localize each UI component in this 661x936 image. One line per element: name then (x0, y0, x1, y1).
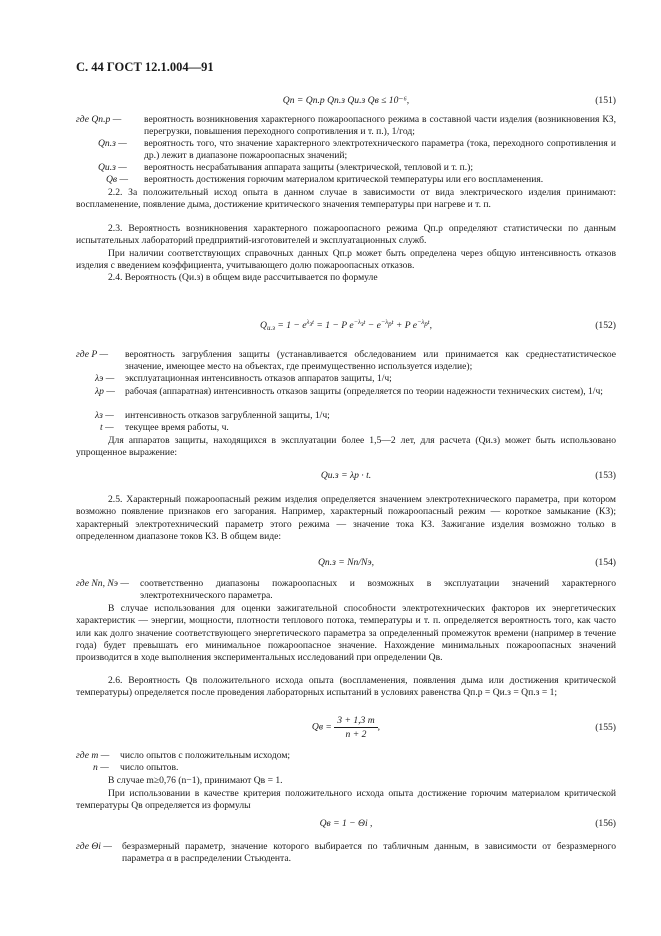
paragraph-2-6: 2.6. Вероятность Qв положительного исхода опыта (воспламенения, появления дыма или достижения критической температуры) определяется после проведения лабораторных испытаний в условиях равенства Qп.р = Qи.з = Qп.з = 1; (76, 675, 616, 699)
paragraph-ignition: В случае использования для оценки зажигательной способности электротехнических факторов их энергетических характеристик — энергии, мощности, плотности теплового потока, температуры и т. п. определяется вероятность того, как часто или как долго значение соответствующего энергетического параметра за определенный промежуток времени (например в течение года) будет превышать его минимальное пожароопасное значение. Нахождение минимальных пожароопасных значений производится в ходе выполнения экспериментальных исследований при определении Qв. (76, 603, 616, 664)
definition-n: n — число опытов. (93, 762, 179, 773)
equation-155-fraction: $\frac{3 + 1,3 m}{n + 2}$ (334, 714, 377, 741)
paragraph-2-5: 2.5. Характерный пожароопасный режим изделия определяется значением электротехнического параметра, при котором возможно появление признаков его загорания. Например, характерный пожароопасный режим — короткое замыкание (КЗ); характерный электротехнический параметр этого режима — значение тока КЗ. Зажигание изделия возможно только в определенном диапазоне токов КЗ. В общем виде: (76, 494, 616, 542)
definition-qpz: Qп.з — вероятность того, что значение характерного электротехнического параметра (тока, переходного сопротивления и др.) лежит в диапазоне пожароопасных значений; (98, 138, 616, 162)
paragraph-criterion: При использовании в качестве критерия положительного исхода опыта достижение горючим материалом критической температуры Qв определяется из формулы (76, 788, 616, 812)
paragraph-simplified: Для аппаратов защиты, находящихся в эксплуатации более 1,5—2 лет, для расчета (Qи.з) может быть использовано упрощенное выражение: (76, 435, 616, 459)
equation-155 (76, 714, 616, 744)
equation-151 (76, 95, 616, 109)
paragraph-2-2: 2.2. За положительный исход опыта в данном случае в зависимости от вида электрического изделия принимают: воспламенение, появление дыма, достижение критического значения температуры при нагреве и т. п. (76, 187, 616, 211)
equation-156-formula: Qв = 1 − Θi , (319, 818, 373, 829)
equation-151-number: (151) (595, 95, 616, 106)
paragraph-2-3-b: При наличии соответствующих справочных данных Qп.р может быть определена через общую интенсивность отказов изделия с введением коэффициента, учитывающего долю пожароопасных отказов. (76, 248, 616, 272)
definition-m: где m — число опытов с положительным исходом; (76, 750, 291, 761)
equation-153 (76, 470, 616, 484)
equation-156-number: (156) (595, 818, 616, 829)
definition-lambda-z: λз — интенсивность отказов загрубленной защиты, 1/ч; (95, 410, 330, 421)
definition-lambda-r: λр — рабочая (аппаратная) интенсивность отказов защиты (определяется по теории надежности технических систем), 1/ч; (95, 386, 603, 397)
definition-t: t — текущее время работы, ч. (100, 422, 229, 433)
equation-155-number: (155) (595, 722, 616, 733)
equation-155-formula: Qв = $\frac{3 + 1,3 m}{n + 2}$ , (311, 715, 381, 740)
equation-152-number: (152) (595, 320, 616, 331)
definition-p: где P — вероятность загрубления защиты (устанавливается обследованием или принимается как среднестатистическое значение, имеющее место на объектах, где преимущественно используется изделие); (76, 349, 616, 373)
equation-153-number: (153) (595, 470, 616, 481)
definition-qiz: Qи.з — вероятность несрабатывания аппарата защиты (электрической, тепловой и т. п.); (98, 162, 473, 173)
equation-154 (76, 557, 616, 571)
paragraph-case: В случае m≥0,76 (n−1), принимают Qв = 1. (108, 775, 283, 786)
equation-156 (76, 818, 616, 832)
paragraph-2-4: 2.4. Вероятность (Qи.з) в общем виде рассчитывается по формуле (108, 272, 378, 283)
paragraph-2-3: 2.3. Вероятность возникновения характерного пожароопасного режима Qп.р определяют статистически по данным испытательных лабораторий предприятий-изготовителей и эксплуатационных служб. (76, 223, 616, 247)
equation-152-formula: $Q_{и.з} = 1 - e^{\lambda_зt} = 1 - P$ $e^{-\lambda_зt} - e^{-\lambda_рt} + P$ $e^{-\lambda_рt}$, (260, 319, 432, 332)
equation-153-formula: Qи.з = λр · t. (320, 470, 372, 481)
definition-qv: Qв — вероятность достижения горючим материалом критической температуры или его воспламенения. (106, 174, 544, 185)
equation-152 (76, 320, 616, 334)
definition-lambda-e: λэ — эксплуатационная интенсивность отказов аппаратов защиты, 1/ч; (95, 373, 392, 384)
definition-qpr: где Qп.р — вероятность возникновения характерного пожароопасного режима в составной части изделия (возникновения КЗ, перегрузки, повышения переходного сопротивления и т. п.), 1/год; (76, 114, 616, 138)
equation-154-formula: Qп.з = Nп/Nэ, (317, 557, 375, 568)
equation-151-formula: Qп = Qп.р Qп.з Qи.з Qв ≤ 10⁻⁶, (282, 95, 410, 106)
equation-154-number: (154) (595, 557, 616, 568)
page-header: С. 44 ГОСТ 12.1.004—91 (76, 60, 214, 74)
definition-theta: где Θi — безразмерный параметр, значение которого выбирается по табличным данным, в зависимости от безразмерного параметра α в распределении Стьюдента. (76, 841, 616, 865)
definition-np-ne: где Nп, Nэ — соответственно диапазоны пожароопасных и возможных в эксплуатации значений характерного электротехнического параметра. (76, 578, 616, 602)
